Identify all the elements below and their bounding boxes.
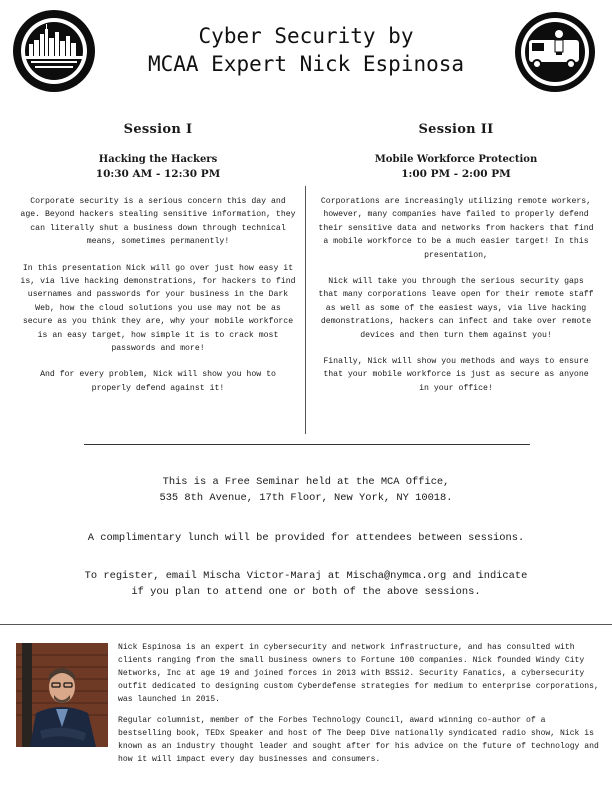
register-line-2: if you plan to attend one or both of the above sessions. <box>131 586 481 598</box>
session-two-subtitle: Mobile Workforce Protection <box>374 154 538 165</box>
event-location <box>30 474 582 506</box>
session-two-time: 1:00 PM - 2:00 PM <box>401 168 511 180</box>
van-person-icon <box>515 12 595 92</box>
session-one-paragraph: And for every problem, Nick will show you how to properly defend against it! <box>40 370 276 393</box>
session-two-paragraph: Corporations are increasingly utilizing remote workers, however, many companies have failed to properly defend their sensitive data and networks from hackers that find a mobile workforce to be a much easier target! In this presentation, <box>318 197 594 260</box>
speaker-portrait-icon <box>16 643 108 747</box>
session-one-title: Session I <box>123 122 193 137</box>
title-line-2: MCAA Expert Nick Espinosa <box>147 52 465 76</box>
skyline-icon <box>13 10 95 92</box>
register-line-1: To register, email Mischa Victor-Maraj at Mischa@nymca.org and indicate <box>84 570 528 582</box>
session-one-subtitle: Hacking the Hackers <box>98 154 218 165</box>
session-one-paragraph: Corporate security is a serious concern this day and age. Beyond hackers stealing sensitive information, they can literally shut a business down through technical means, sometimes permanently! <box>20 197 296 247</box>
title-line-1: Cyber Security by <box>198 24 414 48</box>
session-one-paragraph: In this presentation Nick will go over just how easy it is, via live hacking demonstrations, for hackers to find usernames and passwords for your business in the Dark Web, how the cloud solutions you use may not be as secure as you think they are, why your mobile workforce is an easy target, how simple it is to crack most passwords and more! <box>20 263 296 354</box>
session-one <box>18 122 298 408</box>
session-two-paragraph: Finally, Nick will show you methods and ways to ensure that your mobile workforce is just as secure as anyone in your office! <box>323 357 589 393</box>
speaker-bio-2: Regular columnist, member of the Forbes Technology Council, award winning co-author of a bestselling book, TEDx Speaker and host of The Deep Dive nationally syndicated radio show, Nick is known as an industry thought leader and sought after for his advice on the future of technology and how it will impact every day businesses and consumers. <box>118 716 599 764</box>
speaker-bio-1: Nick Espinosa is an expert in cybersecurity and network infrastructure, and has consulted with clients ranging from the small business owners to Fortune 100 companies. Nick founded Windy City Networks, Inc at age 19 and joined forces in 2013 with BSSi2. Security Fanatics, a cybersecurity outfit dedicated to designing custom Cyberdefense strategies for medium to enterprise corporations, was launched in 2015. <box>118 643 599 704</box>
session-one-time: 10:30 AM - 12:30 PM <box>95 168 221 180</box>
session-two <box>316 122 596 408</box>
city-skyline-logo <box>13 10 95 92</box>
session-two-title: Session II <box>418 122 494 137</box>
lunch-note: A complimentary lunch will be provided for attendees between sessions. <box>87 532 525 544</box>
session-two-paragraph: Nick will take you through the serious security gaps that many corporations leave open for their remote staff as well as some of the easiest ways, via live hacking demonstrations, hackers can infect and take over remote devices and then turn them against you! <box>318 277 594 340</box>
event-line-1: This is a Free Seminar held at the MCA Office, <box>162 476 450 488</box>
event-line-2: 535 8th Avenue, 17th Floor, New York, NY 10018. <box>159 492 453 504</box>
bio-divider <box>0 624 612 625</box>
column-divider <box>305 186 306 434</box>
page-title <box>100 22 512 78</box>
speaker-photo <box>16 643 108 747</box>
mobile-worker-logo <box>515 12 595 92</box>
section-divider <box>84 444 530 445</box>
registration-info <box>30 568 582 600</box>
